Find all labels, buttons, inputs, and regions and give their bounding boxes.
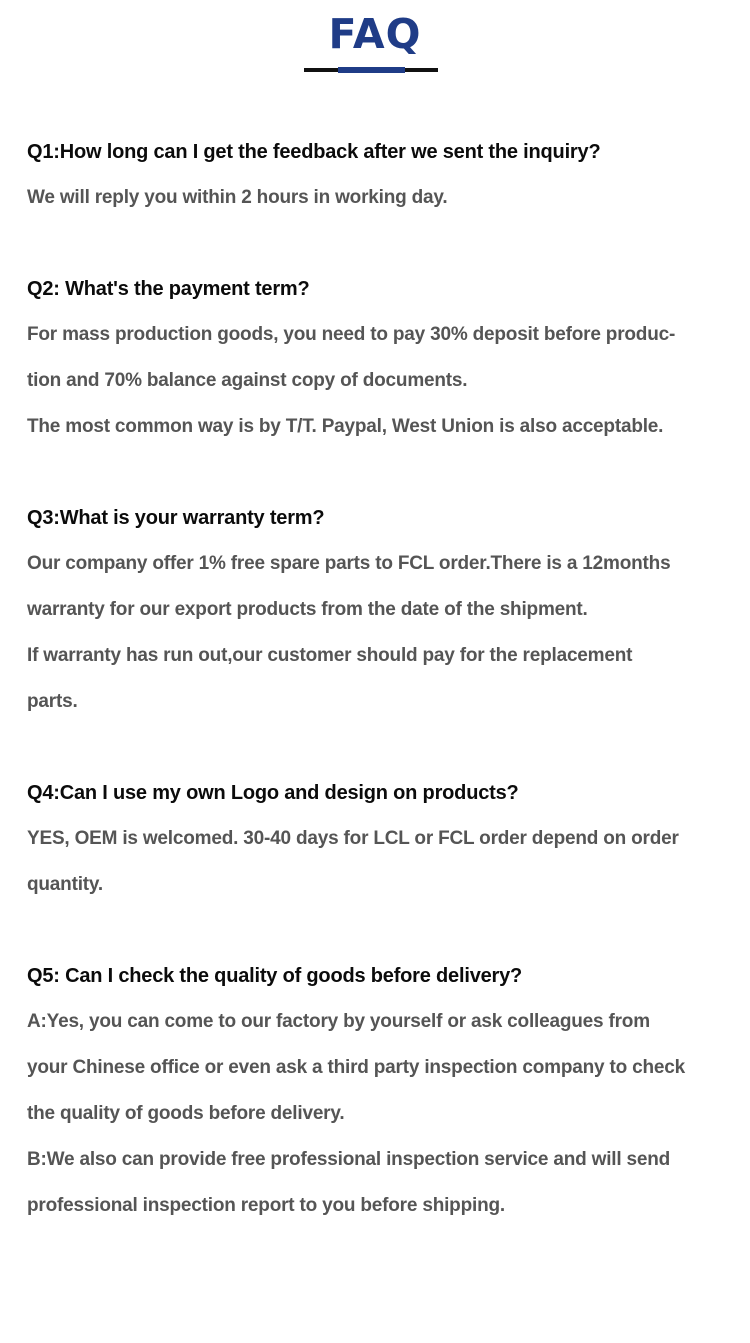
faq-question: Q2: What's the payment term? (27, 278, 310, 300)
faq-answer-line: your Chinese office or even ask a third party inspection company to check (27, 1057, 685, 1078)
faq-header (0, 0, 750, 80)
faq-question: Q5: Can I check the quality of goods before delivery? (27, 965, 523, 987)
faq-answer-line: Our company offer 1% free spare parts to FCL order.There is a 12months (27, 553, 671, 574)
faq-answer-line: If warranty has run out,our customer should pay for the replacement (27, 645, 633, 666)
faq-item-4 (27, 770, 737, 908)
faq-answer-line: quantity. (27, 874, 103, 895)
faq-answer-line: YES, OEM is welcomed. 30-40 days for LCL or FCL order depend on order (27, 828, 679, 849)
faq-answer-line: We will reply you within 2 hours in working day. (27, 187, 448, 208)
faq-question: Q3:What is your warranty term? (27, 507, 325, 529)
faq-answer-line: B:We also can provide free professional inspection service and will send (27, 1149, 671, 1170)
faq-item-1 (27, 129, 737, 221)
title-underline-left (304, 68, 338, 72)
faq-answer-line: warranty for our export products from the date of the shipment. (27, 599, 588, 620)
faq-answer-line: For mass production goods, you need to pay 30% deposit before produc- (27, 324, 676, 345)
faq-question: Q1:How long can I get the feedback after we sent the inquiry? (27, 141, 601, 163)
faq-item-5 (27, 953, 737, 1229)
title-underline-accent (338, 67, 405, 73)
faq-item-3 (27, 495, 737, 725)
faq-question: Q4:Can I use my own Logo and design on products? (27, 782, 519, 804)
faq-answer-line: tion and 70% balance against copy of documents. (27, 370, 468, 391)
faq-answer-line: The most common way is by T/T. Paypal, West Union is also acceptable. (27, 416, 664, 437)
faq-answer-line: A:Yes, you can come to our factory by yourself or ask colleagues from (27, 1011, 650, 1032)
faq-answer-line: parts. (27, 691, 78, 712)
faq-item-2 (27, 266, 737, 450)
title-underline-right (405, 68, 438, 72)
faq-answer-line: professional inspection report to you before shipping. (27, 1195, 505, 1216)
faq-answer-line: the quality of goods before delivery. (27, 1103, 345, 1124)
page-title: FAQ (328, 10, 422, 58)
